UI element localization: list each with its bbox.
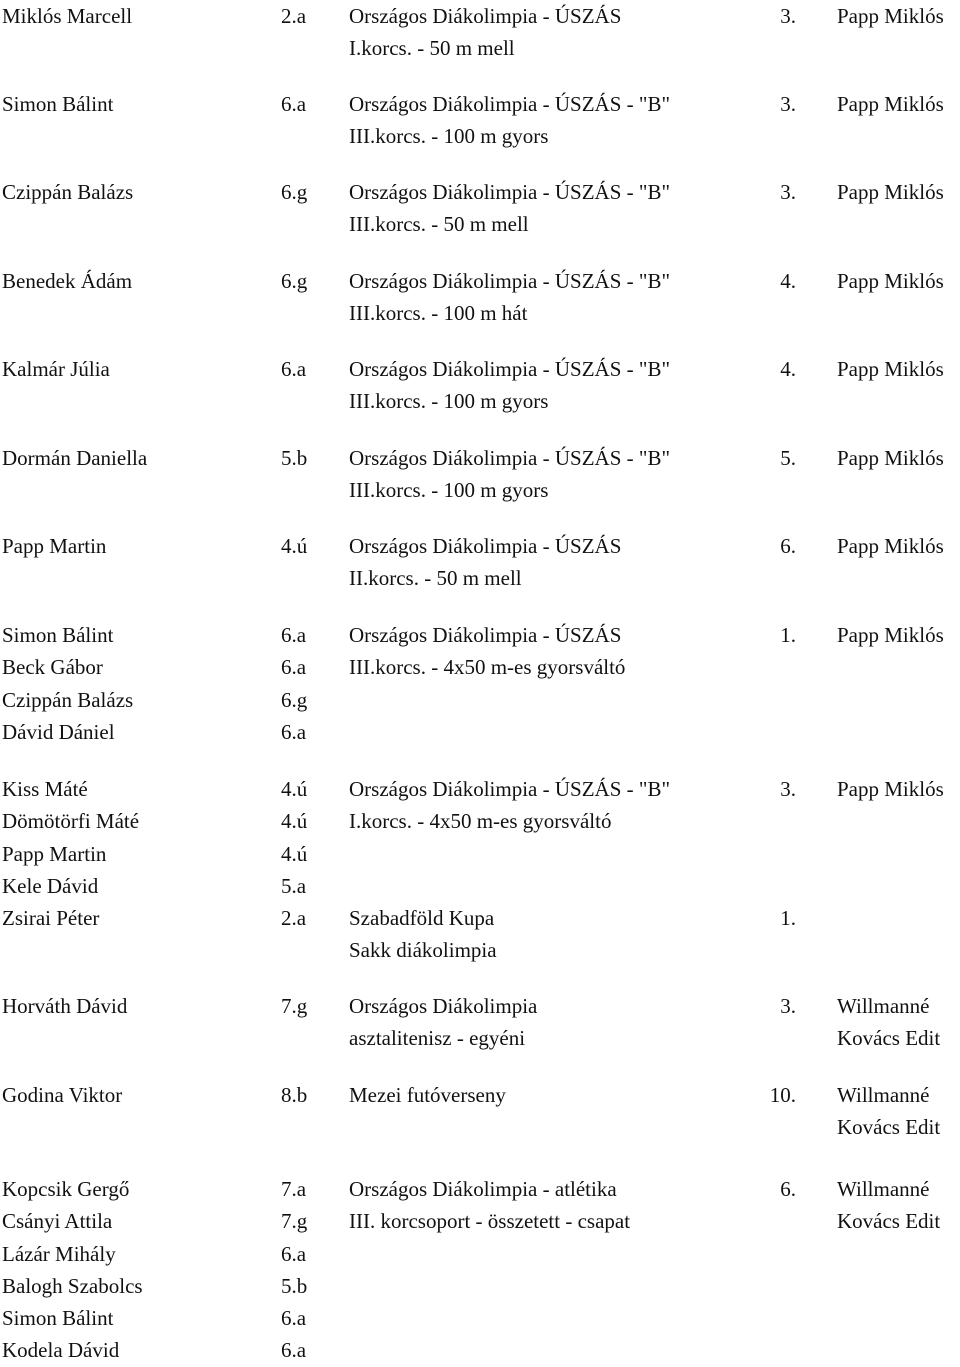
result-line xyxy=(0,32,960,64)
result-line xyxy=(0,684,960,716)
student-class: 6.g xyxy=(281,269,308,293)
result-line xyxy=(0,1022,960,1054)
result-entry xyxy=(0,990,960,1055)
result-entry xyxy=(0,176,960,241)
competition-name: Országos Diákolimpia - ÚSZÁS - "B" xyxy=(349,269,671,293)
placement: 3. xyxy=(780,994,796,1018)
result-line xyxy=(0,353,960,385)
teacher-name: Willmanné xyxy=(837,1083,930,1107)
teacher-name: Willmanné xyxy=(837,994,930,1018)
result-line xyxy=(0,805,960,837)
student-class: 4.ú xyxy=(281,809,308,834)
result-line xyxy=(0,120,960,152)
result-line xyxy=(0,0,960,32)
student-name: Beck Gábor xyxy=(2,655,103,680)
result-line xyxy=(0,1111,960,1143)
result-entry xyxy=(0,1079,960,1144)
student-name: Dömötörfi Máté xyxy=(2,809,140,834)
student-name: Simon Bálint xyxy=(2,1306,114,1331)
competition-name: Országos Diákolimpia - ÚSZÁS - "B" xyxy=(349,777,671,801)
student-name: Dormán Daniella xyxy=(2,446,148,470)
placement: 1. xyxy=(780,623,796,647)
student-name: Godina Viktor xyxy=(2,1083,123,1107)
student-class: 5.a xyxy=(281,873,307,898)
student-class: 8.b xyxy=(281,1083,308,1107)
result-line xyxy=(0,176,960,208)
placement: 3. xyxy=(780,180,796,204)
student-class: 6.a xyxy=(281,1241,307,1266)
teacher-name: Papp Miklós xyxy=(837,357,944,381)
student-class: 4.ú xyxy=(281,534,308,558)
result-entry xyxy=(0,265,960,330)
competition-name: Országos Diákolimpia - ÚSZÁS xyxy=(349,623,622,647)
placement: 6. xyxy=(780,534,796,558)
teacher-name: Papp Miklós xyxy=(837,269,944,293)
student-class: 6.a xyxy=(281,1338,307,1363)
student-name: Dávid Dániel xyxy=(2,719,115,744)
result-line xyxy=(0,1334,960,1366)
student-class: 6.a xyxy=(281,623,307,647)
result-entry xyxy=(0,442,960,507)
result-line xyxy=(0,773,960,805)
student-class: 4.ú xyxy=(281,841,308,866)
result-line xyxy=(0,208,960,240)
teacher-name: Kovács Edit xyxy=(837,1115,941,1140)
placement: 6. xyxy=(780,1177,796,1201)
result-line xyxy=(0,265,960,297)
result-entry xyxy=(0,0,960,65)
student-class: 6.a xyxy=(281,92,307,116)
competition-name: III. korcsoport - összetett - csapat xyxy=(349,1209,631,1234)
student-name: Czippán Balázs xyxy=(2,687,134,712)
teacher-name: Papp Miklós xyxy=(837,777,944,801)
competition-name: Sakk diákolimpia xyxy=(349,938,497,963)
competition-name: III.korcs. - 4x50 m-es gyorsváltó xyxy=(349,655,626,680)
result-entry xyxy=(0,353,960,418)
result-line xyxy=(0,902,960,934)
result-line xyxy=(0,651,960,683)
result-entry xyxy=(0,773,960,902)
competition-name: Országos Diákolimpia - ÚSZÁS - "B" xyxy=(349,446,671,470)
result-line xyxy=(0,385,960,417)
student-class: 5.b xyxy=(281,1273,308,1298)
student-class: 6.a xyxy=(281,719,307,744)
result-line xyxy=(0,838,960,870)
student-name: Simon Bálint xyxy=(2,92,114,116)
competition-name: Országos Diákolimpia - ÚSZÁS xyxy=(349,534,622,558)
result-line xyxy=(0,1205,960,1237)
competition-name: I.korcs. - 50 m mell xyxy=(349,36,515,61)
student-class: 6.g xyxy=(281,687,308,712)
competition-name: III.korcs. - 100 m hát xyxy=(349,301,528,326)
result-line xyxy=(0,1079,960,1111)
teacher-name: Papp Miklós xyxy=(837,534,944,558)
teacher-name: Willmanné xyxy=(837,1177,930,1201)
teacher-name: Kovács Edit xyxy=(837,1209,941,1234)
student-class: 7.a xyxy=(281,1177,307,1201)
student-name: Papp Martin xyxy=(2,534,107,558)
student-name: Horváth Dávid xyxy=(2,994,128,1018)
result-line xyxy=(0,870,960,902)
result-line xyxy=(0,1302,960,1334)
student-name: Miklós Marcell xyxy=(2,4,133,28)
student-class: 2.a xyxy=(281,906,307,930)
placement: 3. xyxy=(780,777,796,801)
competition-name: III.korcs. - 100 m gyors xyxy=(349,124,549,149)
result-line xyxy=(0,1238,960,1270)
competition-name: III.korcs. - 50 m mell xyxy=(349,212,529,237)
competition-name: Országos Diákolimpia - ÚSZÁS xyxy=(349,4,622,28)
result-line xyxy=(0,297,960,329)
teacher-name: Papp Miklós xyxy=(837,4,944,28)
student-class: 4.ú xyxy=(281,777,308,801)
student-name: Benedek Ádám xyxy=(2,269,133,293)
result-entry xyxy=(0,1173,960,1367)
student-name: Balogh Szabolcs xyxy=(2,1273,143,1298)
teacher-name: Papp Miklós xyxy=(837,623,944,647)
result-line xyxy=(0,990,960,1022)
result-entry xyxy=(0,88,960,153)
result-entry xyxy=(0,902,960,967)
student-class: 2.a xyxy=(281,4,307,28)
competition-name: III.korcs. - 100 m gyors xyxy=(349,478,549,503)
competition-name: Országos Diákolimpia - ÚSZÁS - "B" xyxy=(349,180,671,204)
competition-name: III.korcs. - 100 m gyors xyxy=(349,389,549,414)
student-class: 6.a xyxy=(281,655,307,680)
teacher-name: Kovács Edit xyxy=(837,1026,941,1051)
result-entry xyxy=(0,619,960,748)
result-line xyxy=(0,442,960,474)
student-name: Kele Dávid xyxy=(2,873,99,898)
competition-name: Szabadföld Kupa xyxy=(349,906,495,930)
competition-name: II.korcs. - 50 m mell xyxy=(349,566,522,591)
student-name: Papp Martin xyxy=(2,841,107,866)
teacher-name: Papp Miklós xyxy=(837,92,944,116)
placement: 1. xyxy=(780,906,796,930)
placement: 5. xyxy=(780,446,796,470)
result-entry xyxy=(0,530,960,595)
result-line xyxy=(0,716,960,748)
teacher-name: Papp Miklós xyxy=(837,446,944,470)
student-class: 7.g xyxy=(281,1209,308,1234)
teacher-name: Papp Miklós xyxy=(837,180,944,204)
student-class: 6.g xyxy=(281,180,308,204)
student-name: Zsirai Péter xyxy=(2,906,100,930)
result-line xyxy=(0,88,960,120)
competition-name: Országos Diákolimpia - ÚSZÁS - "B" xyxy=(349,92,671,116)
student-class: 5.b xyxy=(281,446,308,470)
result-line xyxy=(0,1270,960,1302)
competition-name: Országos Diákolimpia - ÚSZÁS - "B" xyxy=(349,357,671,381)
student-name: Csányi Attila xyxy=(2,1209,113,1234)
result-line xyxy=(0,934,960,966)
result-line xyxy=(0,1173,960,1205)
result-line xyxy=(0,474,960,506)
competition-name: asztalitenisz - egyéni xyxy=(349,1026,526,1051)
placement: 4. xyxy=(780,269,796,293)
result-line xyxy=(0,562,960,594)
placement: 3. xyxy=(780,4,796,28)
student-name: Kodela Dávid xyxy=(2,1338,120,1363)
result-line xyxy=(0,619,960,651)
placement: 4. xyxy=(780,357,796,381)
competition-name: Országos Diákolimpia xyxy=(349,994,538,1018)
placement: 3. xyxy=(780,92,796,116)
student-name: Lázár Mihály xyxy=(2,1241,116,1266)
competition-name: Országos Diákolimpia - atlétika xyxy=(349,1177,617,1201)
student-class: 7.g xyxy=(281,994,308,1018)
student-name: Simon Bálint xyxy=(2,623,114,647)
student-class: 6.a xyxy=(281,1306,307,1331)
student-name: Kiss Máté xyxy=(2,777,88,801)
placement: 10. xyxy=(769,1083,796,1107)
student-name: Czippán Balázs xyxy=(2,180,134,204)
competition-name: I.korcs. - 4x50 m-es gyorsváltó xyxy=(349,809,612,834)
student-name: Kalmár Júlia xyxy=(2,357,110,381)
competition-name: Mezei futóverseny xyxy=(349,1083,506,1107)
student-name: Kopcsik Gergő xyxy=(2,1177,130,1201)
student-class: 6.a xyxy=(281,357,307,381)
result-line xyxy=(0,530,960,562)
